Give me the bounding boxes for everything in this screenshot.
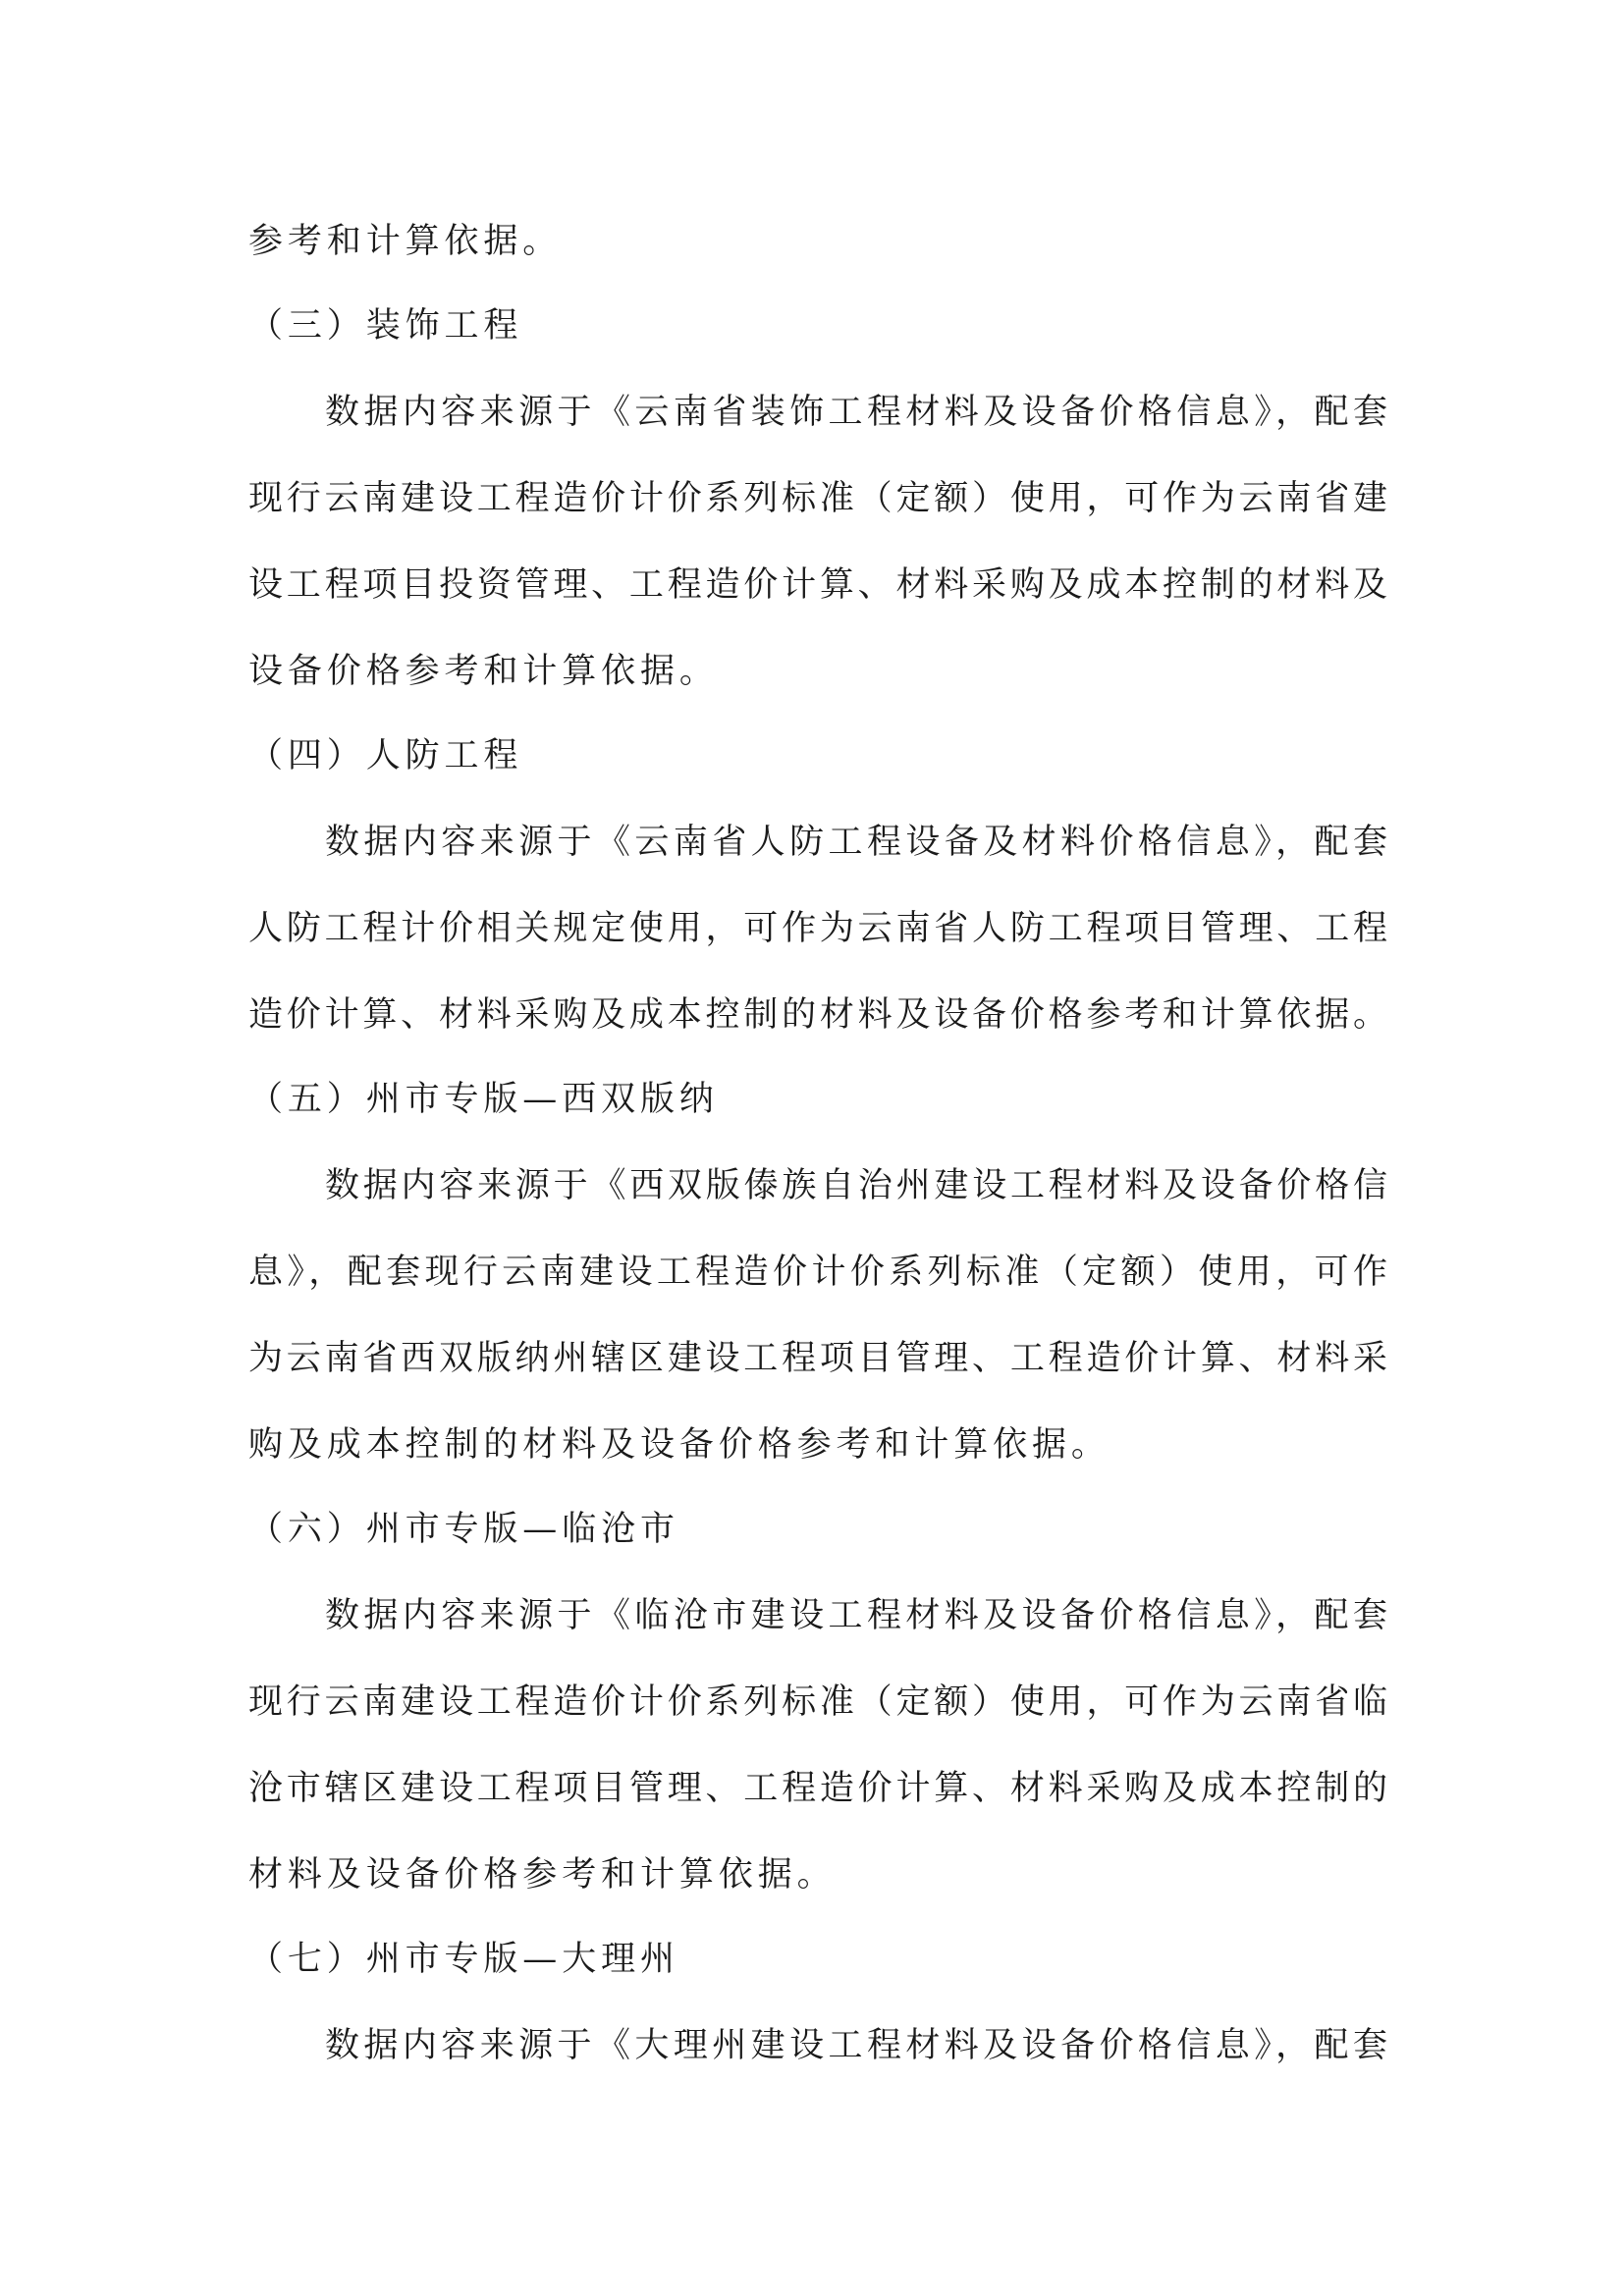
section-heading: （六）州市专版—临沧市 <box>248 1510 679 1549</box>
paragraph-line: 沧市辖区建设工程项目管理、工程造价计算、材料采购及成本控制的 <box>248 1769 1387 1808</box>
paragraph-line: 为云南省西双版纳州辖区建设工程项目管理、工程造价计算、材料采 <box>248 1339 1387 1378</box>
paragraph-line: 购及成本控制的材料及设备价格参考和计算依据。 <box>248 1425 1110 1465</box>
paragraph-line: 息》，配套现行云南建设工程造价计价系列标准（定额）使用，可作 <box>248 1253 1387 1292</box>
paragraph-line: 材料及设备价格参考和计算依据。 <box>248 1855 837 1895</box>
paragraph-line: 数据内容来源于《云南省装饰工程材料及设备价格信息》，配套 <box>325 393 1387 432</box>
paragraph-line: 现行云南建设工程造价计价系列标准（定额）使用，可作为云南省建 <box>248 479 1387 518</box>
paragraph-line: 人防工程计价相关规定使用，可作为云南省人防工程项目管理、工程 <box>248 909 1387 948</box>
paragraph-line: 数据内容来源于《云南省人防工程设备及材料价格信息》，配套 <box>325 823 1387 862</box>
section-heading: （七）州市专版—大理州 <box>248 1940 679 1979</box>
paragraph-line: 现行云南建设工程造价计价系列标准（定额）使用，可作为云南省临 <box>248 1682 1387 1722</box>
section-heading: （三）装饰工程 <box>248 306 523 346</box>
section-heading: （五）州市专版—西双版纳 <box>248 1080 719 1119</box>
paragraph-line: 数据内容来源于《临沧市建设工程材料及设备价格信息》，配套 <box>325 1596 1387 1635</box>
paragraph-line: 数据内容来源于《大理州建设工程材料及设备价格信息》，配套 <box>325 2026 1387 2065</box>
paragraph-line: 设工程项目投资管理、工程造价计算、材料采购及成本控制的材料及 <box>248 565 1387 605</box>
paragraph-line: 造价计算、材料采购及成本控制的材料及设备价格参考和计算依据。 <box>248 995 1387 1035</box>
paragraph-line: 设备价格参考和计算依据。 <box>248 652 719 691</box>
section-heading: （四）人防工程 <box>248 736 523 775</box>
paragraph-line: 参考和计算依据。 <box>248 222 563 261</box>
paragraph-line: 数据内容来源于《西双版傣族自治州建设工程材料及设备价格信 <box>325 1166 1387 1205</box>
